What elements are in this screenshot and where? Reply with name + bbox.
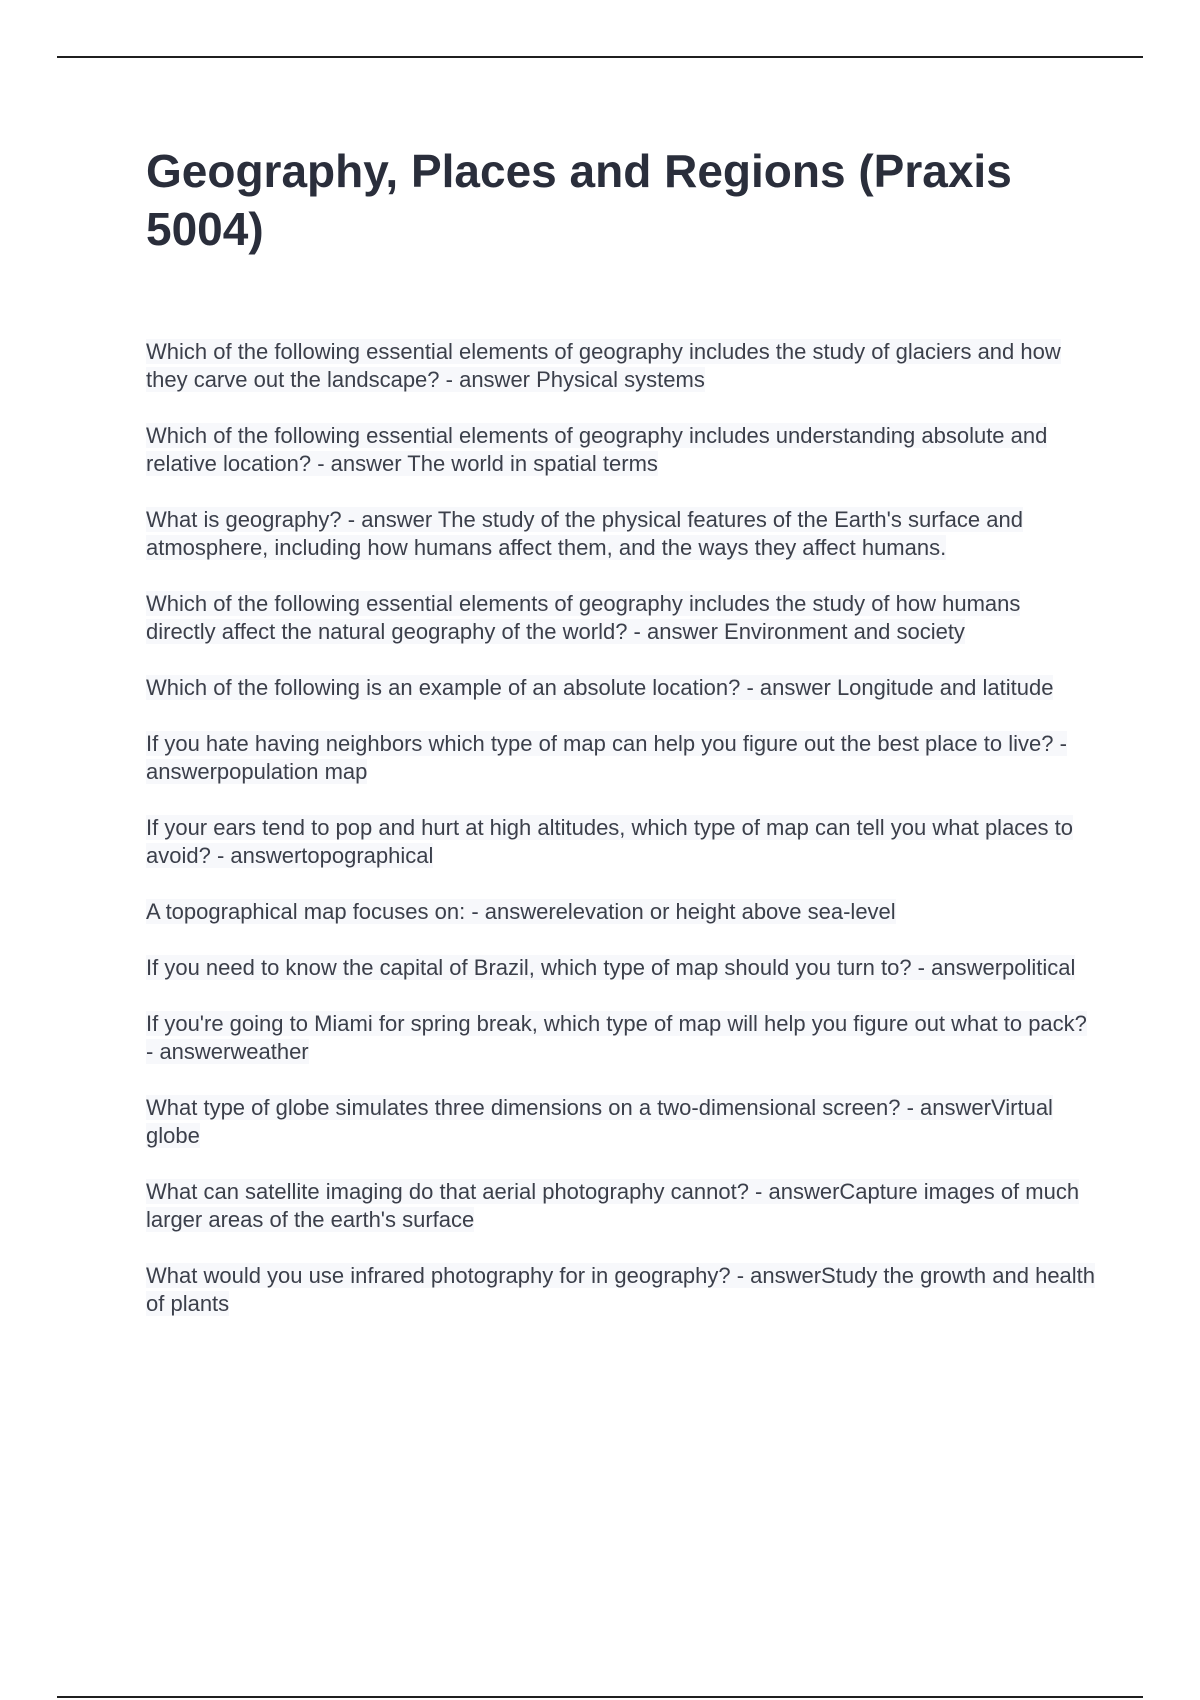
qa-item (146, 898, 1096, 926)
qa-text: If you hate having neighbors which type of map can help you figure out the best place to live? - answerpopulation map (146, 731, 1067, 784)
qa-text: A topographical map focuses on: - answerelevation or height above sea-level (146, 899, 896, 924)
qa-item (146, 674, 1096, 702)
qa-text: Which of the following is an example of an absolute location? - answer Longitude and latitude (146, 675, 1054, 700)
qa-item (146, 954, 1096, 982)
qa-text: If you're going to Miami for spring break, which type of map will help you figure out what to pack? - answerweather (146, 1011, 1087, 1064)
qa-item (146, 590, 1096, 646)
top-divider (57, 56, 1143, 58)
qa-item (146, 730, 1096, 786)
qa-text: Which of the following essential elements of geography includes understanding absolute and relative location? - answer The world in spatial terms (146, 423, 1048, 476)
qa-item (146, 814, 1096, 870)
qa-text: What is geography? - answer The study of the physical features of the Earth's surface and atmosphere, including how humans affect them, and the ways they affect humans. (146, 507, 1023, 560)
qa-text: Which of the following essential elements of geography includes the study of glaciers and how they carve out the landscape? - answer Physical systems (146, 339, 1061, 392)
qa-item (146, 1178, 1096, 1234)
qa-item (146, 338, 1096, 394)
qa-item (146, 506, 1096, 562)
qa-text: If you need to know the capital of Brazil, which type of map should you turn to? - answerpolitical (146, 955, 1076, 980)
qa-item (146, 1262, 1096, 1318)
bottom-divider (57, 1696, 1143, 1698)
qa-text: If your ears tend to pop and hurt at high altitudes, which type of map can tell you what places to avoid? - answertopographical (146, 815, 1073, 868)
qa-text: What can satellite imaging do that aerial photography cannot? - answerCapture images of much larger areas of the earth's surface (146, 1179, 1080, 1232)
qa-text: Which of the following essential elements of geography includes the study of how humans directly affect the natural geography of the world? - answer Environment and society (146, 591, 1021, 644)
qa-list (146, 338, 1096, 1346)
qa-text: What would you use infrared photography for in geography? - answerStudy the growth and health of plants (146, 1263, 1096, 1316)
qa-text: What type of globe simulates three dimensions on a two-dimensional screen? - answerVirtual globe (146, 1095, 1053, 1148)
qa-item (146, 1094, 1096, 1150)
qa-item (146, 1010, 1096, 1066)
document-title: Geography, Places and Regions (Praxis 5004) (146, 145, 1012, 255)
qa-item (146, 422, 1096, 478)
